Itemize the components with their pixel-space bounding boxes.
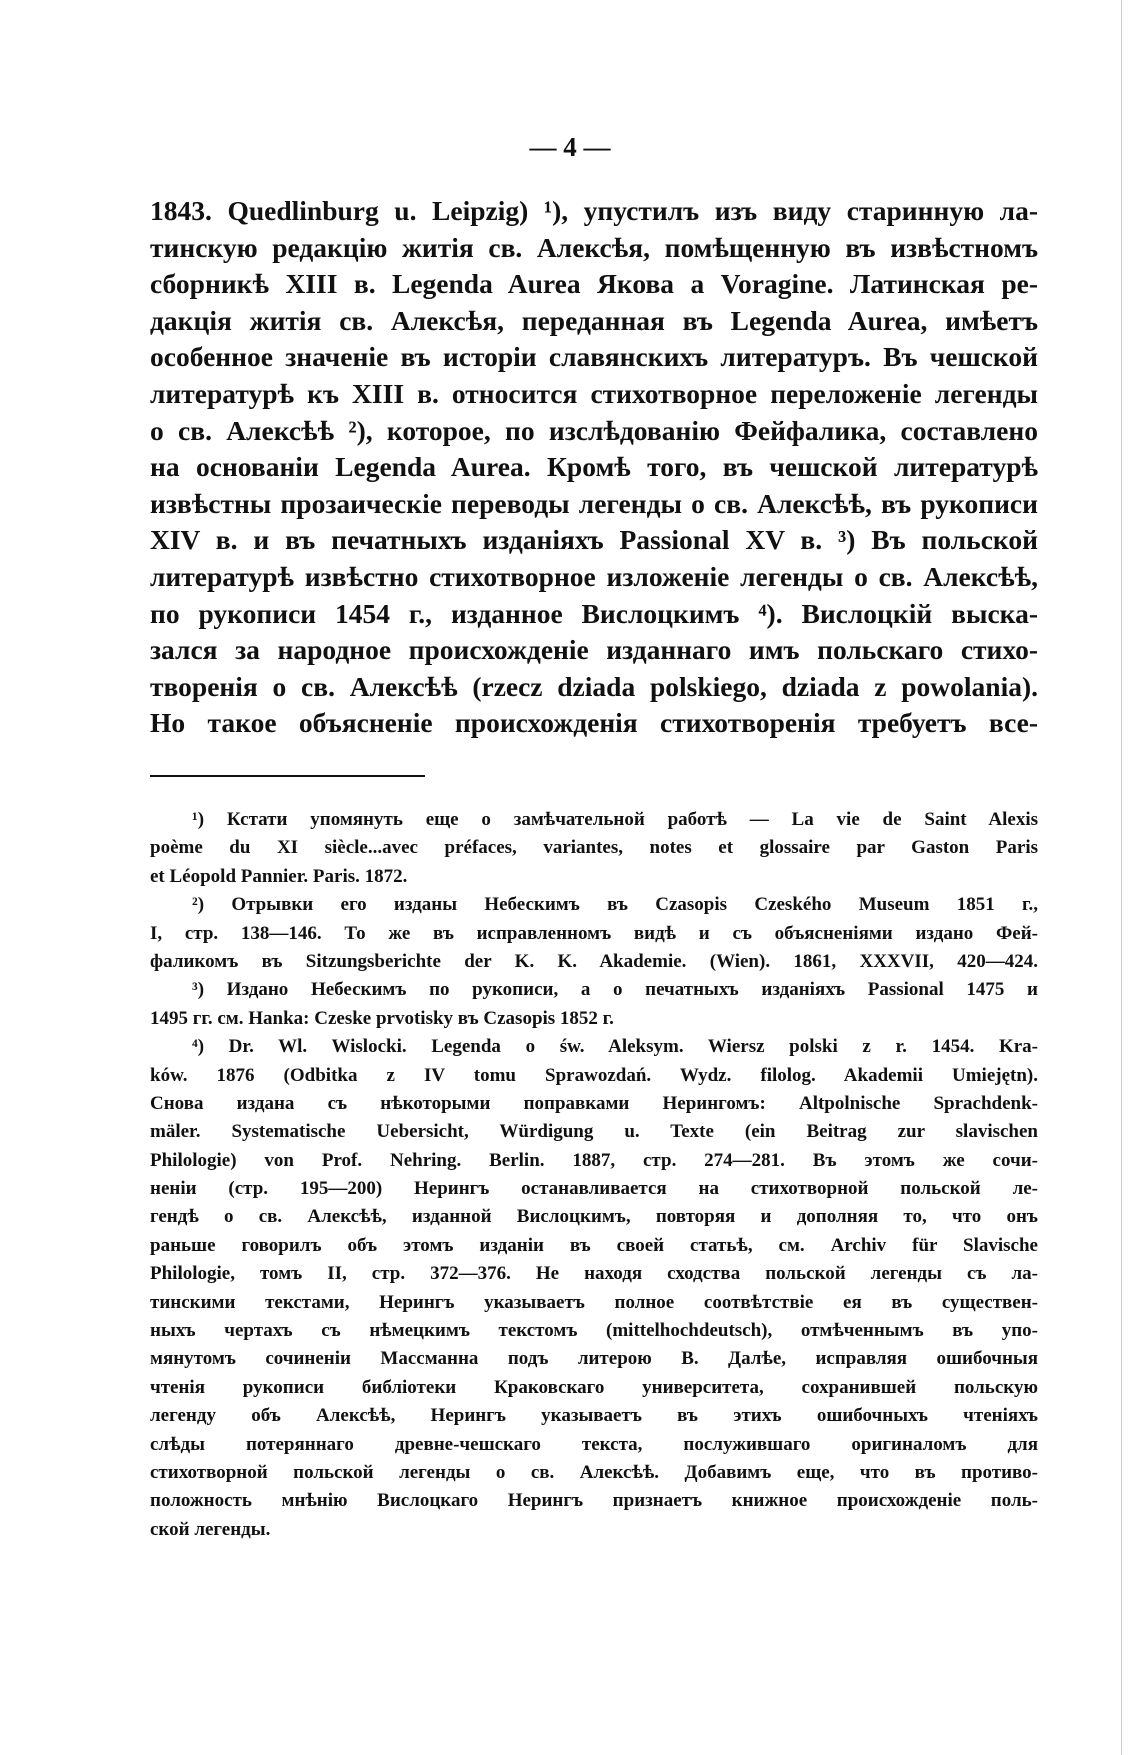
text-line: XIV в. и въ печатныхъ изданіяхъ Passional XV в. ³) Въ польской — [150, 524, 1038, 556]
footnote-line: I, стр. 138—146. То же въ исправленномъ видѣ и съ объясненіями издано Фей- — [150, 922, 1038, 944]
footnote-line: poème du XI siècle...avec préfaces, variantes, notes et glossaire par Gaston Paris — [150, 837, 1038, 859]
footnote-line: Philologie) von Prof. Nehring. Berlin. 1887, стр. 274—281. Въ этомъ же сочи- — [150, 1149, 1038, 1171]
footnote-line: 1495 гг. см. Hanka: Czeske prvotisky въ Czasopis 1852 г. — [150, 1007, 614, 1029]
footnote-line: легенду объ Алексѣѣ, Нерингъ указываетъ въ этихъ ошибочныхъ чтеніяхъ — [150, 1405, 1038, 1427]
text-line: тинскую редакцію житія св. Алексѣя, помѣщенную въ извѣстномъ — [150, 231, 1038, 263]
text-line: сборникѣ XIII в. Legenda Aurea Якова а Voragine. Латинская ре- — [150, 268, 1038, 300]
page-edge-line — [1121, 0, 1122, 1755]
text-line: по рукописи 1454 г., изданное Вислоцкимъ ⁴). Вислоцкій выска- — [150, 597, 1038, 629]
text-line: 1843. Quedlinburg u. Leipzig) ¹), упустилъ изъ виду старинную ла- — [150, 195, 1038, 226]
text-line: на основаніи Legenda Aurea. Кромѣ того, въ чешской литературѣ — [150, 451, 1038, 483]
footnote-line: чтенія рукописи библіотеки Краковскаго университета, сохранившей польскую — [150, 1376, 1038, 1398]
text-line: особенное значеніе въ исторіи славянскихъ литературъ. Въ чешской — [150, 341, 1038, 373]
text-line: литературѣ къ XIII в. относится стихотворное переложеніе легенды — [150, 377, 1038, 409]
footnote-line: ныхъ чертахъ съ нѣмецкимъ текстомъ (mittelhochdeutsch), отмѣченнымъ въ упо- — [150, 1320, 1038, 1342]
footnote-separator — [150, 775, 425, 777]
footnote-line: Снова издана съ нѣкоторыми поправками Нерингомъ: Altpolnische Sprachdenk- — [150, 1092, 1038, 1114]
footnote-line: раньше говорилъ объ этомъ изданіи въ своей статьѣ, см. Archiv für Slavische — [150, 1234, 1038, 1256]
footnote-line: положность мнѣнію Вислоцкаго Нерингъ признаетъ книжное происхожденіе поль- — [150, 1490, 1038, 1512]
text-line: дакція житія св. Алексѣя, переданная въ Legenda Aurea, имѣетъ — [150, 304, 1038, 336]
footnote-line: ków. 1876 (Odbitka z IV tomu Sprawozdań. Wydz. filolog. Akademii Umiejętn). — [150, 1064, 1038, 1086]
footnote-line: фаликомъ въ Sitzungsberichte der K. K. Akademie. (Wien). 1861, XXXVII, 420—424. — [150, 950, 1038, 972]
page-number: — 4 — — [529, 132, 611, 162]
footnote-line: et Léopold Pannier. Paris. 1872. — [150, 865, 408, 887]
text-line: зался за народное происхожденіе изданнаго имъ польскаго стихо- — [150, 634, 1038, 666]
main-text-block — [150, 193, 1038, 742]
footnote-4-line: ⁴) Dr. Wl. Wislocki. Legenda o św. Aleksym. Wiersz polski z r. 1454. Kra- — [192, 1036, 1038, 1058]
footnote-3-line: ³) Издано Небескимъ по рукописи, а о печатныхъ изданіяхъ Passional 1475 и — [192, 979, 1038, 1001]
footnote-line: mäler. Systematische Uebersicht, Würdigung u. Texte (ein Beitrag zur slavischen — [150, 1121, 1038, 1143]
footnote-line: мянутомъ сочиненіи Массманна подъ литерою B. Далѣе, исправляя ошибочныя — [150, 1348, 1038, 1370]
text-line: о св. Алексѣѣ ²), которое, по изслѣдованію Фейфалика, составлено — [150, 414, 1038, 446]
footnote-line: гендѣ о св. Алексѣѣ, изданной Вислоцкимъ, повторяя и дополняя то, что онъ — [150, 1206, 1038, 1228]
text-line: извѣстны прозаическіе переводы легенды о св. Алексѣѣ, въ рукописи — [150, 487, 1038, 519]
footnote-line: неніи (стр. 195—200) Нерингъ останавливается на стихотворной польской ле- — [150, 1178, 1038, 1200]
text-line: творенія о св. Алексѣѣ (rzecz dziada polskiego, dziada z powolania). — [150, 670, 1038, 702]
footnote-line: слѣды потеряннаго древне-чешскаго текста, послужившаго оригиналомъ для — [150, 1433, 1038, 1455]
footnote-line: ской легенды. — [150, 1518, 271, 1540]
footnote-line: стихотворной польской легенды о св. Алексѣѣ. Добавимъ еще, что въ противо- — [150, 1461, 1038, 1483]
footnote-1-line: ¹) Кстати упомянуть еще о замѣчательной работѣ — La vie de Saint Alexis — [192, 809, 1038, 830]
footnote-line: Philologie, томъ II, стр. 372—376. Не находя сходства польской легенды съ ла- — [150, 1263, 1038, 1285]
text-line: Но такое объясненіе происхожденія стихотворенія требуетъ все- — [150, 707, 1038, 739]
text-line: литературѣ извѣстно стихотворное изложеніе легенды о св. Алексѣѣ, — [150, 560, 1038, 592]
footnotes-block — [150, 806, 1038, 1544]
footnote-line: тинскими текстами, Нерингъ указываетъ полное соотвѣтствіе ея въ существен- — [150, 1291, 1038, 1313]
footnote-2-line: ²) Отрывки его изданы Небескимъ въ Czasopis Czeského Museum 1851 г., — [192, 894, 1038, 916]
